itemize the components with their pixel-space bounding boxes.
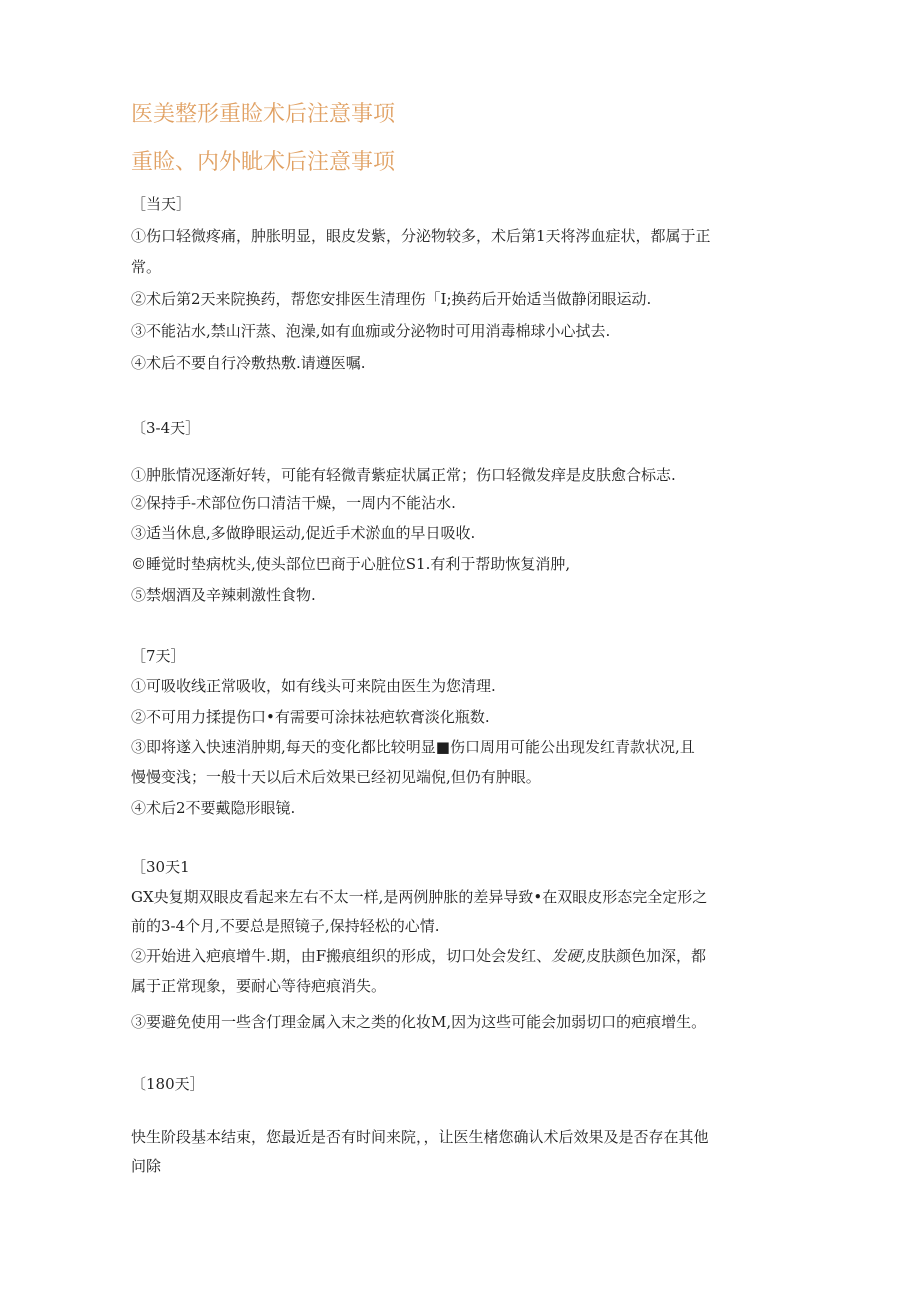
paragraph-line: GX央复期双眼皮看起来左右不太一样,是两例肿胀的差异导致•在双眼皮形态完全定形之: [131, 888, 708, 906]
paragraph-segment: ②开始进入疤痕增牛.期，由F搬痕组织的形成，切口处会发红、: [131, 947, 552, 965]
paragraph-line: [131, 945, 706, 967]
paragraph-line: 慢慢变浅；一般十天以后术后效果已经初见端倪,但仍有肿眼。: [131, 768, 541, 786]
paragraph-line: ④术后不要自行冷敷热敷.请遵医嘱.: [131, 354, 366, 372]
paragraph-segment: 皮肤颜色加深，都: [585, 947, 706, 965]
paragraph-line: 前的3-4个月,不要总是照镜子,保持轻松的心情.: [131, 917, 440, 935]
section-heading-day-180: 〔180天］: [131, 1075, 205, 1093]
document-title: 医美整形重睑术后注意事项: [131, 102, 396, 127]
section-heading-day-7: ［7天］: [131, 647, 186, 665]
paragraph-line: ③要避免使用一些含仃理金属入末之类的化妆M,因为这些可能会加弱切口的疤痕增生。: [131, 1013, 707, 1031]
paragraph-line: 快生阶段基本结束，您最近是否有时间来院，，让医生楮您确认术后效果及是否存在其他: [131, 1128, 709, 1146]
paragraph-line: ①肿胀情况逐渐好转，可能有轻微青紫症状属正常；伤口轻微发痒是皮肤愈合标志.: [131, 466, 676, 484]
paragraph-line: ③不能沾水,禁山汗蒸、泡澡,如有血痂或分泌物时可用消毒棉球小心拭去.: [131, 322, 611, 340]
section-heading-day-of: ［当天］: [131, 195, 192, 213]
paragraph-line: 常。: [131, 258, 162, 276]
paragraph-segment-italic: 发硬,: [551, 947, 586, 965]
paragraph-line: ②术后第2天来院换药，帮您安排医生清理伤「I;换药后开始适当做静闭眼运动.: [131, 290, 652, 308]
paragraph-line: ©睡觉时垫病枕头,使头部位巴商于心脏位S1.有利于帮助恢复消肿,: [131, 555, 571, 573]
paragraph-line: ⑤禁烟酒及辛辣刺激性食物.: [131, 586, 316, 604]
section-heading-day-30: ［30天1: [131, 858, 190, 876]
paragraph-line: ③即将遂入快速消肿期,每天的变化都比较明显■伤口周用可能公出现发红青款状况,且: [131, 738, 695, 756]
paragraph-line: ③适当休息,多做睁眼运动,促近手术淤血的早日吸收.: [131, 524, 476, 542]
document-subtitle: 重睑、内外眦术后注意事项: [131, 150, 396, 175]
paragraph-line: 属于正常现象，要耐心等待疤痕消失。: [131, 977, 387, 995]
paragraph-line: ①可吸收线正常吸收，如有线头可来院由医生为您清理.: [131, 677, 496, 695]
paragraph-line: ④术后2不要戴隐形眼镜.: [131, 799, 296, 817]
section-heading-days-3-4: 〔3-4天］: [131, 419, 201, 437]
paragraph-line: ②不可用力揉提伤口•有需要可涂抹祛疤软膏淡化瓶数.: [131, 708, 490, 726]
paragraph-line: 问除: [131, 1157, 162, 1175]
paragraph-line: ①伤口轻微疼痛，肿胀明显，眼皮发紫，分泌物较多，术后第1天将涔血症状，都属于正: [131, 227, 711, 245]
paragraph-line: ②保持手-术部位伤口清洁干燥，一周内不能沾水.: [131, 494, 456, 512]
